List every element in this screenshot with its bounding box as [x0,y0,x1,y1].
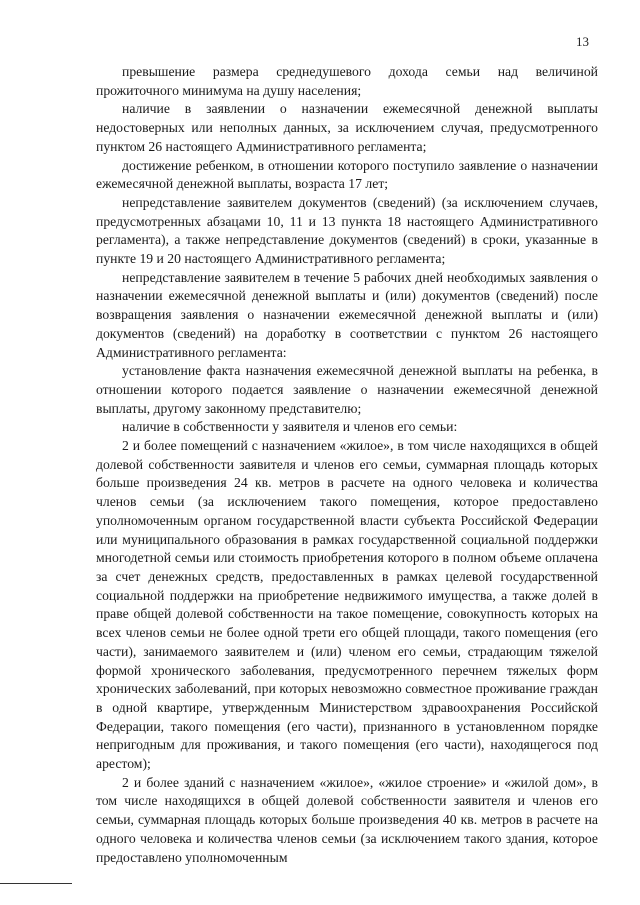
page-number: 13 [576,34,589,49]
paragraph: наличие в заявлении о назначении ежемесячной денежной выплаты недостоверных или неполных данных, за исключением случая, предусмотренного пунктом 26 настоящего Административного регламента; [96,101,598,154]
document-body [96,63,598,867]
paragraph: превышение размера среднедушевого дохода семьи над величиной прожиточного минимума на душу населения; [96,64,598,98]
paragraph: непредставление заявителем документов (сведений) (за исключением случаев, предусмотренных абзацами 10, 11 и 13 пункта 18 настоящего Административного регламента), а также непредставление документов (сведений) в сроки, указанные в пункте 19 и 20 настоящего Административного регламента; [96,194,598,267]
paragraph: достижение ребенком, в отношении которого поступило заявление о назначении ежемесячной денежной выплаты, возраста 17 лет; [96,157,598,192]
footer-divider [0,883,72,884]
paragraph: 2 и более помещений с назначением «жилое», в том числе находящихся в общей долевой собственности заявителя и членов его семьи, суммарная площадь которых больше произведения 24 кв. метров в расчете на одного человека и количества членов семьи (за исключением такого помещения, которое предоставлено уполномоченным органом государственной власти субъекта Российской Федерации или муниципального образования в рамках государственной социальной поддержки многодетной семьи или стоимость приобретения которого в полном объеме оплачена за счет денежных средств, предоставленных в рамках целевой государственной социальной поддержки на приобретение недвижимого имущества, а также долей в праве общей долевой собственности на такое помещение, совокупность которых на всех членов семьи не более одной трети его общей площади, такого помещения (его части), занимаемого заявителем и (или) членом его семьи, страдающим тяжелой формой хронического заболевания, предусмотренного перечнем тяжелых форм хронических заболеваний, при которых невозможно совместное проживание граждан в одной квартире, утвержденным Министерством здравоохранения Российской Федерации, такого помещения (его части), признанного в установленном порядке непригодным для проживания, и такого помещения (его части), находящегося под арестом); [96,438,598,772]
paragraph: 2 и более зданий с назначением «жилое», «жилое строение» и «жилой дом», в том числе находящихся в общей долевой собственности заявителя и членов его семьи, суммарная площадь которых больше произведения 40 кв. метров в расчете на одного человека и количества членов семьи (за исключением такого здания, которое предоставлено уполномоченным [96,774,598,865]
paragraph: наличие в собственности у заявителя и членов его семьи: [122,419,458,435]
paragraph: непредставление заявителем в течение 5 рабочих дней необходимых заявления о назначении ежемесячной денежной выплаты и (или) документов (сведений) после возвращения заявления о назначении ежемесячной денежной выплаты и (или) документов (сведений) на доработку в соответствии с пунктом 26 настоящего Административного регламента: [96,269,598,360]
paragraph: установление факта назначения ежемесячной денежной выплаты на ребенка, в отношении которого подается заявление о назначении ежемесячной денежной выплаты, другому законному представителю; [96,363,598,416]
